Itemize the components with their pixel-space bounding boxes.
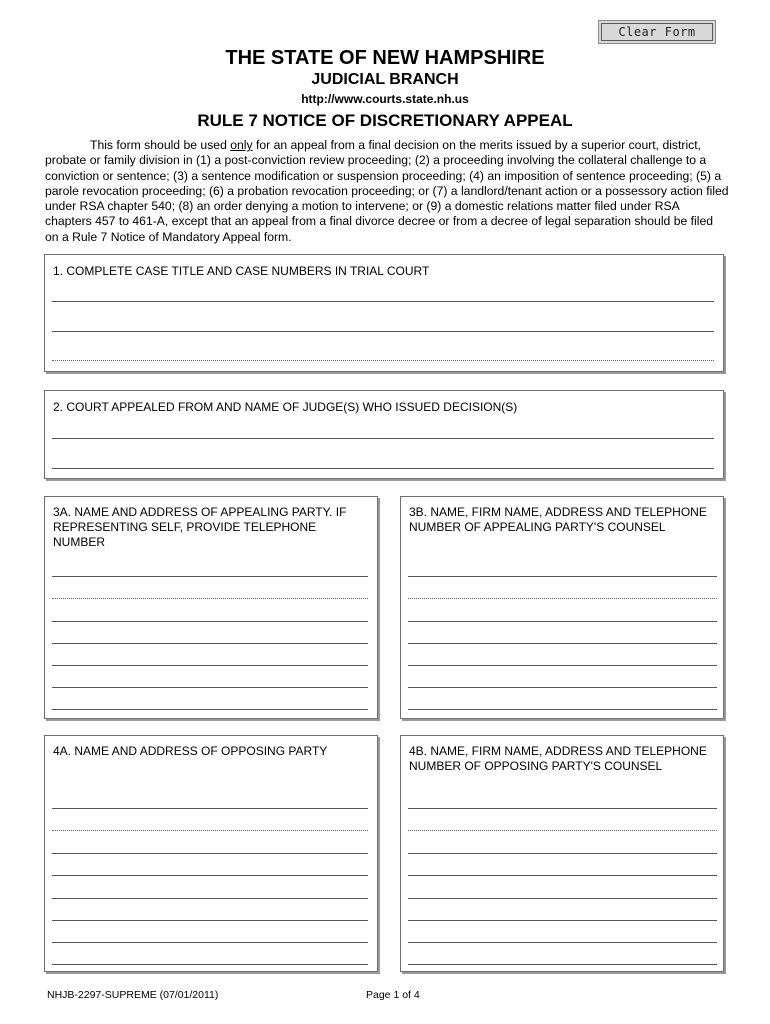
section-3a-field-line-6[interactable] (52, 687, 368, 688)
section-3a-label: 3A. NAME AND ADDRESS OF APPEALING PARTY. IF REPRESENTING SELF, PROVIDE TELEPHONE NUMBER (53, 505, 347, 549)
section-4a-field-line-7[interactable] (52, 942, 368, 943)
section-4b-field-line-6[interactable] (408, 920, 717, 921)
section-3a-field-line-5[interactable] (52, 665, 368, 666)
section-4a-field-line-4[interactable] (52, 875, 368, 876)
section-3b-field-line-6[interactable] (408, 687, 717, 688)
section-4a-field-line-1[interactable] (52, 808, 368, 809)
section-4b-field-line-4[interactable] (408, 875, 717, 876)
section-1-label: 1. COMPLETE CASE TITLE AND CASE NUMBERS IN TRIAL COURT (53, 264, 430, 278)
section-3a-field-line-3[interactable] (52, 621, 368, 622)
section-2-field-line-2[interactable] (52, 468, 714, 469)
section-4b-field-line-7[interactable] (408, 942, 717, 943)
section-3a-field-line-4[interactable] (52, 643, 368, 644)
section-1-field-line-2[interactable] (52, 331, 714, 332)
clear-form-button[interactable]: Clear Form (598, 20, 716, 44)
section-4a-box (44, 735, 378, 972)
section-4b-field-line-5[interactable] (408, 898, 717, 899)
section-3a-field-line-2[interactable] (52, 598, 368, 599)
form-id: NHJB-2297-SUPREME (07/01/2011) (47, 989, 219, 1001)
section-3b-field-line-2[interactable] (408, 598, 717, 599)
court-url: http://www.courts.state.nh.us (301, 92, 469, 106)
section-4a-field-line-2[interactable] (52, 830, 368, 831)
section-2-box (44, 390, 724, 479)
section-4b-box (400, 735, 724, 972)
intro-text-start: This form should be used (90, 138, 231, 152)
page-number: Page 1 of 4 (366, 989, 420, 1001)
section-3a-field-line-1[interactable] (52, 576, 368, 577)
intro-only-emphasis: only (230, 138, 253, 152)
section-3b-field-line-4[interactable] (408, 643, 717, 644)
section-4a-field-line-6[interactable] (52, 920, 368, 921)
section-1-box (44, 254, 724, 372)
section-4a-field-line-8[interactable] (52, 964, 368, 965)
section-4a-field-line-5[interactable] (52, 898, 368, 899)
section-3b-label: 3B. NAME, FIRM NAME, ADDRESS AND TELEPHONE NUMBER OF APPEALING PARTY'S COUNSEL (409, 505, 707, 534)
state-title: THE STATE OF NEW HAMPSHIRE (225, 47, 545, 69)
section-4b-field-line-3[interactable] (408, 853, 717, 854)
intro-text-rest: for an appeal from a final decision on the merits issued by a superior court, district, probate or family division in (1) a post-conviction review proceeding; (2) a proceeding involving the collateral challenge to a conviction or sentence; (3) a sentence modification or suspension proceeding; (4) an imposition of sentence proceeding; (5) a parole revocation proceeding; (6) a probation revocation proceeding; or (7) a landlord/tenant action or a possessory action filed under RSA chapter 540; (8) an order denying a motion to intervene; or (9) a domestic relations matter filed under RSA chapters 457 to 461-A, except that an appeal from a final divorce decree or from a decree of legal separation should be filed on a Rule 7 Notice of Mandatory Appeal form. (45, 138, 729, 244)
section-3b-field-line-5[interactable] (408, 665, 717, 666)
section-4b-field-line-2[interactable] (408, 830, 717, 831)
section-1-field-line-3[interactable] (52, 360, 714, 361)
intro-paragraph (45, 138, 729, 245)
section-1-field-line-1[interactable] (52, 301, 714, 302)
branch-title: JUDICIAL BRANCH (311, 71, 459, 88)
section-4b-field-line-1[interactable] (408, 808, 717, 809)
section-3b-field-line-7[interactable] (408, 709, 717, 710)
section-3b-field-line-1[interactable] (408, 576, 717, 577)
section-4b-label: 4B. NAME, FIRM NAME, ADDRESS AND TELEPHONE NUMBER OF OPPOSING PARTY'S COUNSEL (409, 744, 707, 773)
section-3b-box (400, 496, 724, 719)
section-3a-field-line-7[interactable] (52, 709, 368, 710)
section-4a-field-line-3[interactable] (52, 853, 368, 854)
section-3b-field-line-3[interactable] (408, 621, 717, 622)
section-2-label: 2. COURT APPEALED FROM AND NAME OF JUDGE(S) WHO ISSUED DECISION(S) (53, 400, 518, 414)
form-title: RULE 7 NOTICE OF DISCRETIONARY APPEAL (197, 111, 573, 130)
section-3a-box (44, 496, 378, 719)
section-4b-field-line-8[interactable] (408, 964, 717, 965)
section-4a-label: 4A. NAME AND ADDRESS OF OPPOSING PARTY (53, 744, 328, 758)
section-2-field-line-1[interactable] (52, 438, 714, 439)
